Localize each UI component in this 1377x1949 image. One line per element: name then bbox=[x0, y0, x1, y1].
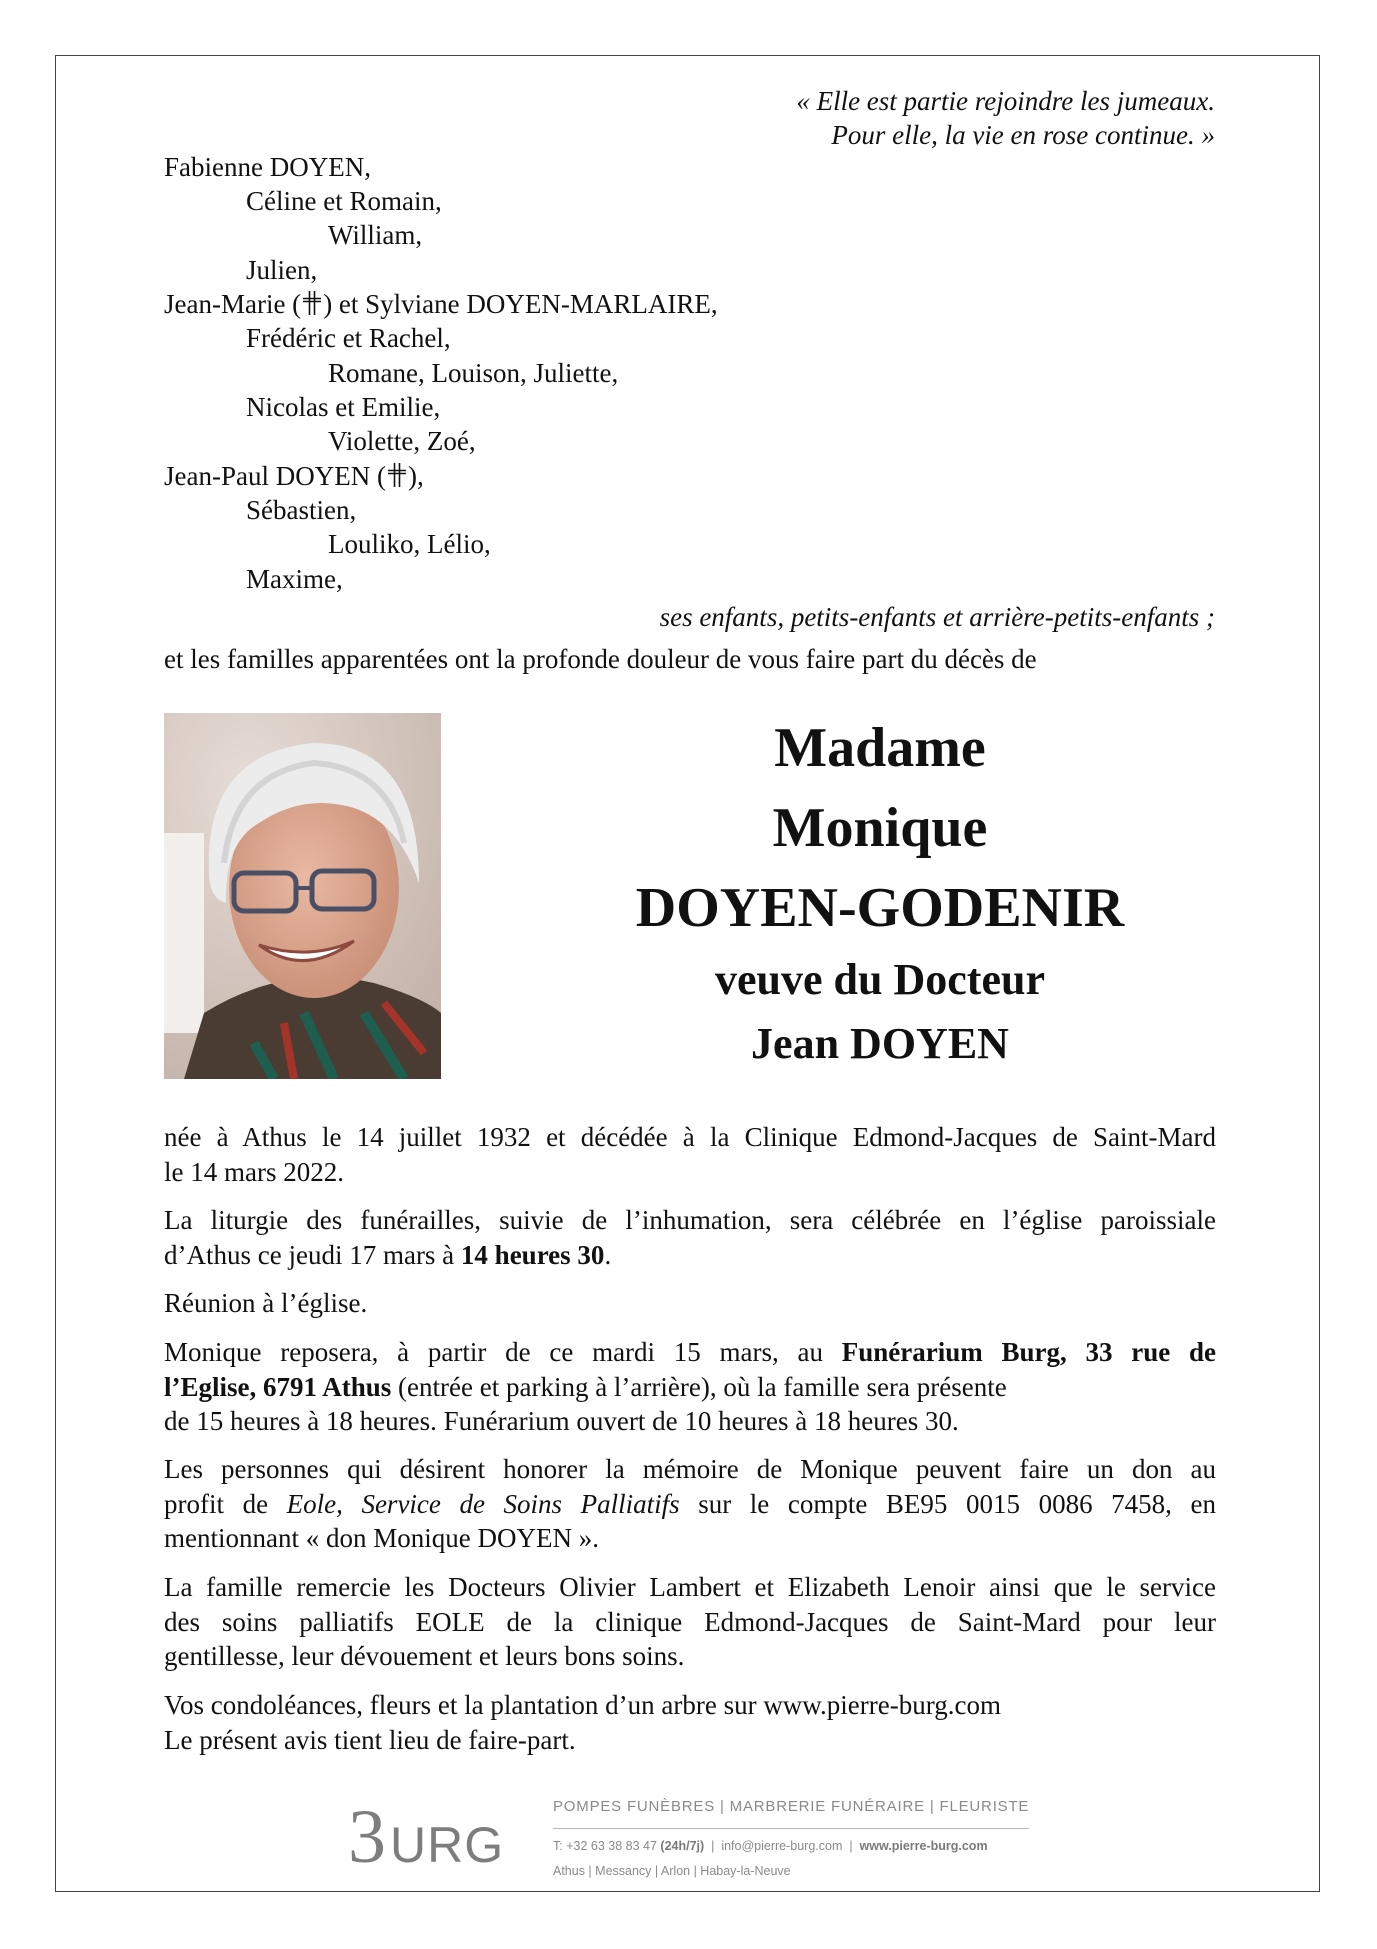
text-line bbox=[164, 1487, 1216, 1522]
charity-name: Eole, Service de Soins Palliatifs bbox=[286, 1488, 680, 1519]
website-link[interactable]: www.pierre-burg.com bbox=[859, 1839, 988, 1853]
text-run: d’Athus ce jeudi 17 mars à bbox=[164, 1239, 461, 1270]
deceased-first-name: Monique bbox=[772, 797, 988, 859]
ceremony-time: 14 heures 30 bbox=[460, 1239, 605, 1270]
family-name: Jean-Paul DOYEN ( bbox=[164, 461, 386, 491]
text-line bbox=[164, 1238, 1216, 1273]
footer-divider bbox=[553, 1828, 1029, 1829]
text-line: gentillesse, leur dévouement et leurs bons soins. bbox=[164, 1641, 685, 1671]
family-member: Fabienne DOYEN, bbox=[164, 152, 371, 182]
svg-text:3: 3 bbox=[348, 1798, 386, 1874]
family-member: Frédéric et Rachel, bbox=[246, 323, 451, 353]
text-line: Les personnes qui désirent honorer la mémoire de Monique peuvent faire un don au bbox=[164, 1454, 1216, 1484]
family-member-deceased bbox=[164, 287, 718, 322]
funeral-home-address: l’Eglise, 6791 Athus bbox=[164, 1371, 392, 1402]
family-member: Nicolas et Emilie, bbox=[246, 392, 441, 422]
text-line: mentionnant « don Monique DOYEN ». bbox=[164, 1523, 599, 1553]
text-line: le 14 mars 2022. bbox=[164, 1156, 344, 1187]
widow-line: veuve du Docteur bbox=[715, 955, 1045, 1004]
portrait-photo bbox=[164, 713, 441, 1079]
thanks-paragraph bbox=[164, 1570, 1216, 1674]
birth-death-paragraph bbox=[164, 1120, 1216, 1189]
family-member: Romane, Louison, Juliette, bbox=[328, 358, 619, 388]
deceased-title: Madame bbox=[774, 717, 986, 779]
family-member: Maxime, bbox=[246, 564, 343, 594]
family-member: Sébastien, bbox=[246, 495, 357, 525]
phone-hours: (24h/7j) bbox=[660, 1839, 705, 1853]
contact-line: T: +32 63 38 83 47 (24h/7j) | info@pierre-burg.com | www.pierre-burg.com bbox=[553, 1839, 988, 1853]
cross-icon bbox=[302, 290, 322, 316]
text-line: Vos condoléances, fleurs et la plantation d’un arbre sur www.pierre-burg.com bbox=[164, 1690, 1001, 1720]
deceased-last-name: DOYEN-GODENIR bbox=[635, 877, 1125, 939]
text-run: . bbox=[604, 1239, 612, 1270]
burg-logo bbox=[348, 1798, 508, 1874]
condolences-paragraph bbox=[164, 1688, 1216, 1757]
family-member: Julien, bbox=[246, 255, 318, 285]
phone-number[interactable]: +32 63 38 83 47 bbox=[566, 1839, 657, 1853]
text-line bbox=[164, 1335, 1216, 1370]
family-member: Céline et Romain, bbox=[246, 186, 442, 216]
text-line: La liturgie des funérailles, suivie de l’inhumation, sera célébrée en l’église paroissiale bbox=[164, 1205, 1216, 1235]
donation-paragraph bbox=[164, 1452, 1216, 1556]
family-member: Louliko, Lélio, bbox=[328, 529, 491, 559]
epigraph-quote bbox=[796, 84, 1215, 152]
text-run: (entrée et parking à l’arrière), où la famille sera présente bbox=[391, 1371, 1007, 1402]
announcement-line: et les familles apparentées ont la profonde douleur de vous faire part du décès de bbox=[164, 644, 1037, 674]
text-line: Le présent avis tient lieu de faire-part. bbox=[164, 1724, 576, 1755]
text-run: profit de bbox=[164, 1488, 287, 1519]
text-run: sur le compte BE95 0015 0086 7458, en bbox=[679, 1488, 1216, 1519]
family-name: ), bbox=[407, 461, 424, 491]
text-line bbox=[164, 1370, 1216, 1405]
relation-line: ses enfants, petits-enfants et arrière-petits-enfants ; bbox=[659, 602, 1215, 632]
deceased-name-block bbox=[560, 708, 1200, 1076]
family-member: Violette, Zoé, bbox=[328, 426, 476, 456]
cross-icon bbox=[387, 462, 407, 488]
text-line: née à Athus le 14 juillet 1932 et décédée à la Clinique Edmond-Jacques de Saint-Mard bbox=[164, 1122, 1216, 1152]
reunion-paragraph bbox=[164, 1286, 1216, 1321]
text-line: Réunion à l’église. bbox=[164, 1288, 368, 1318]
text-line: des soins palliatifs EOLE de la clinique Edmond-Jacques de Saint-Mard pour leur bbox=[164, 1606, 1216, 1637]
funeral-home-address: Funérarium Burg, 33 rue de bbox=[841, 1337, 1216, 1367]
text-line: La famille remercie les Docteurs Olivier Lambert et Elizabeth Lenoir ainsi que le service bbox=[164, 1572, 1216, 1602]
quote-line-2: Pour elle, la vie en rose continue. » bbox=[831, 120, 1215, 150]
locations-line: Athus | Messancy | Arlon | Habay-la-Neuve bbox=[553, 1864, 791, 1878]
family-name: ) et Sylviane DOYEN-MARLAIRE, bbox=[323, 289, 718, 319]
rest-paragraph bbox=[164, 1335, 1216, 1439]
phone-label: T: bbox=[553, 1839, 567, 1853]
text-line: de 15 heures à 18 heures. Funérarium ouvert de 10 heures à 18 heures 30. bbox=[164, 1406, 959, 1436]
svg-text:URG: URG bbox=[390, 1817, 505, 1873]
husband-name: Jean DOYEN bbox=[751, 1019, 1009, 1068]
family-name: Jean-Marie ( bbox=[164, 289, 302, 319]
services-list: POMPES FUNÈBRES | MARBRERIE FUNÉRAIRE | FLEURISTE bbox=[553, 1798, 1030, 1815]
family-member: William, bbox=[328, 220, 423, 250]
text-run: Monique reposera, à partir de ce mardi 15 mars, au bbox=[164, 1337, 842, 1367]
liturgy-paragraph bbox=[164, 1203, 1216, 1272]
quote-line-1: « Elle est partie rejoindre les jumeaux. bbox=[796, 86, 1215, 116]
email-link[interactable]: info@pierre-burg.com bbox=[721, 1839, 843, 1853]
family-member-deceased bbox=[164, 459, 424, 494]
